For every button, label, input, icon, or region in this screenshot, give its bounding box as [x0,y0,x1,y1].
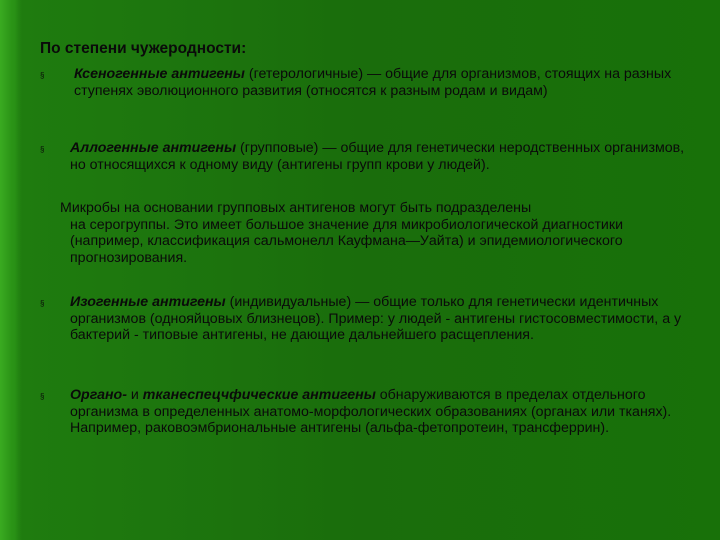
list-item-xenogeneic [74,66,694,99]
definition-organ-tissue: обнаруживаются в пределах отдельного организма в определенных анатомо-морфологических образованиях (органах или тканях). Например, раковоэмбриональные антигены (альфа-фетопротеин, трансферрин). [70,387,672,436]
list-item-organ-tissue [70,387,695,437]
term-allogeneic: Аллогенные антигены [70,140,237,156]
bullet-icon: § [40,299,45,308]
note-paragraph [60,200,700,266]
definition-xenogeneic: (гетерологичные) — общие для организмов, стоящих на разных ступенях эволюционного развития (относятся к разным родам и видам) [74,66,672,99]
term-organ: Органо- [70,387,127,403]
term-tissue-specific: тканеспецчфические антигены [142,387,376,403]
note-first-line: Микробы на основании групповых антигенов могут быть подразделены [60,200,532,216]
bullet-icon: § [40,71,45,80]
term-isogeneic: Изогенные антигены [70,294,226,310]
term-connector: и [126,387,143,403]
bullet-icon: § [40,392,45,401]
note-continuation: на серогруппы. Это имеет большое значение для микробиологической диагностики (например, классификация сальмонелл Кауфмана—Уайта) и эпидемиологического прогнозирования. [70,216,623,266]
bullet-icon: § [40,145,45,154]
list-item-isogeneic [70,294,695,344]
definition-isogeneic: (индивидуальные) — общие только для генетически идентичных организмов (однояйцовых близнецов). Пример: у людей - антигены гистосовместимости, а у бактерий - типовые антигены, не дающие дальнейшего расщепления. [70,294,682,343]
slide-heading: По степени чужеродности: [40,40,247,57]
term-xenogeneic: Ксеногенные антигены [74,66,245,82]
definition-allogeneic: (групповые) — общие для генетически неродственных организмов, но относящихся к одному виду (антигены групп крови у людей). [70,140,685,173]
list-item-allogeneic [70,140,695,173]
